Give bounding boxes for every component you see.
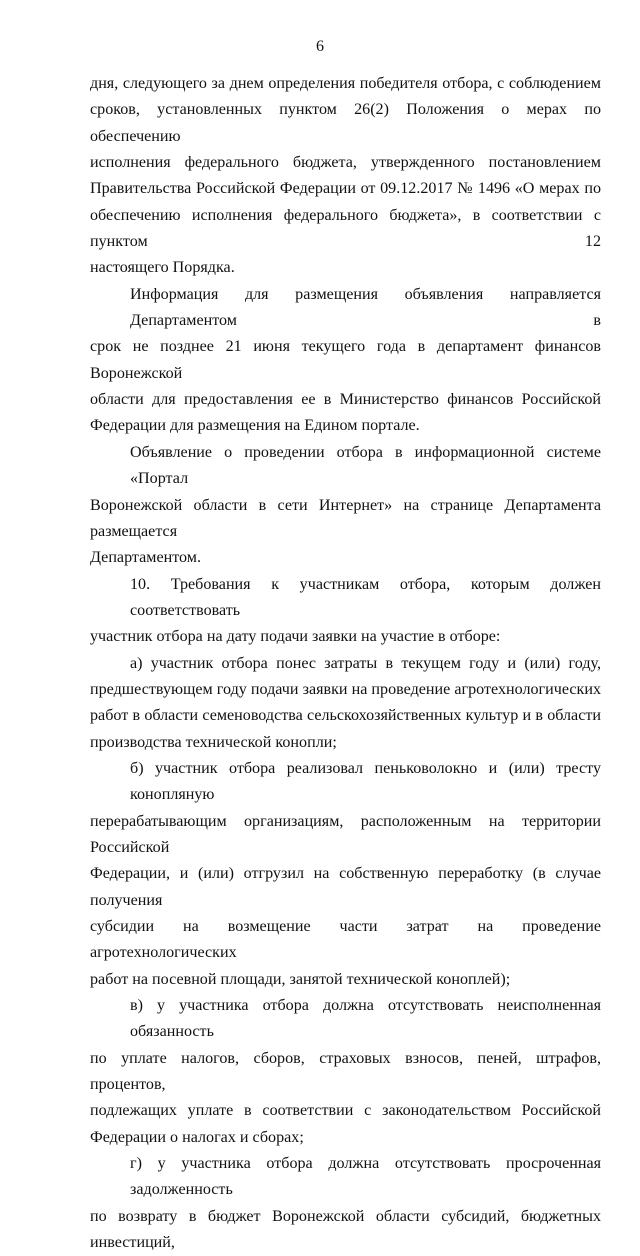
text-line: по уплате налогов, сборов, страховых взносов, пеней, штрафов, процентов, (90, 1049, 601, 1094)
text-line: субсидии на возмещение части затрат на проведение агротехнологических (90, 918, 601, 962)
text-line: участник отбора на дату подачи заявки на участие в отборе: (90, 628, 501, 646)
text-line: б) участник отбора реализовал пеньковолокно и (или) тресту конопляную (130, 759, 601, 804)
text-line: Правительства Российской Федерации от 09.12.2017 № 1496 «О мерах по (90, 180, 601, 198)
text-line: Федерации, и (или) отгрузил на собственную переработку (в случае получения (90, 865, 601, 909)
text-line: обеспечению исполнения федерального бюджета», в соответствии с пунктом 12 (90, 206, 601, 251)
paragraph (90, 756, 601, 993)
paragraph (90, 71, 601, 282)
text-line: настоящего Порядка. (90, 259, 235, 277)
text-line: Воронежской области в сети Интернет» на странице Департамента размещается (90, 496, 601, 540)
text-line: производства технической конопли; (90, 733, 337, 751)
text-line: сроков, установленных пунктом 26(2) Положения о мерах по обеспечению (90, 101, 601, 145)
text-line: исполнения федерального бюджета, утвержденного постановлением (90, 154, 601, 172)
text-line: а) участник отбора понес затраты в текущем году и (или) году, (130, 654, 601, 672)
paragraph (90, 651, 601, 756)
text-line: перерабатывающим организациям, расположенным на территории Российской (90, 812, 601, 856)
text-line: дня, следующего за днем определения победителя отбора, с соблюдением (90, 75, 601, 92)
paragraph (90, 993, 601, 1151)
paragraph (90, 572, 601, 651)
paragraph (90, 440, 601, 572)
text-line: области для предоставления ее в Министерство финансов Российской (90, 391, 601, 409)
text-line: г) у участника отбора должна отсутствовать просроченная задолженность (130, 1155, 601, 1199)
text-line: 10. Требования к участникам отбора, которым должен соответствовать (130, 575, 601, 619)
paragraph (90, 1151, 601, 1256)
text-line: в) у участника отбора должна отсутствовать неисполненная обязанность (130, 997, 601, 1041)
text-line: Объявление о проведении отбора в информационной системе «Портал (130, 443, 601, 488)
paragraph (90, 282, 601, 440)
text-line: предшествующем году подачи заявки на проведение агротехнологических (90, 680, 601, 698)
text-line: Информация для размещения объявления направляется Департаментом в (130, 285, 601, 330)
text-line: Департаментом. (90, 549, 201, 567)
text-line: подлежащих уплате в соответствии с законодательством Российской (90, 1102, 601, 1120)
text-line: работ в области семеноводства сельскохозяйственных культур и в области (90, 707, 601, 725)
text-line: Федерации для размещения на Едином портале. (90, 417, 420, 435)
document-body (90, 71, 601, 1256)
page-number: 6 (316, 38, 324, 55)
text-line: Федерации о налогах и сборах; (90, 1128, 304, 1146)
text-line: работ на посевной площади, занятой технической коноплей); (90, 970, 511, 988)
text-line: по возврату в бюджет Воронежской области субсидий, бюджетных инвестиций, (90, 1207, 601, 1252)
text-line: срок не позднее 21 июня текущего года в департамент финансов Воронежской (90, 338, 601, 382)
